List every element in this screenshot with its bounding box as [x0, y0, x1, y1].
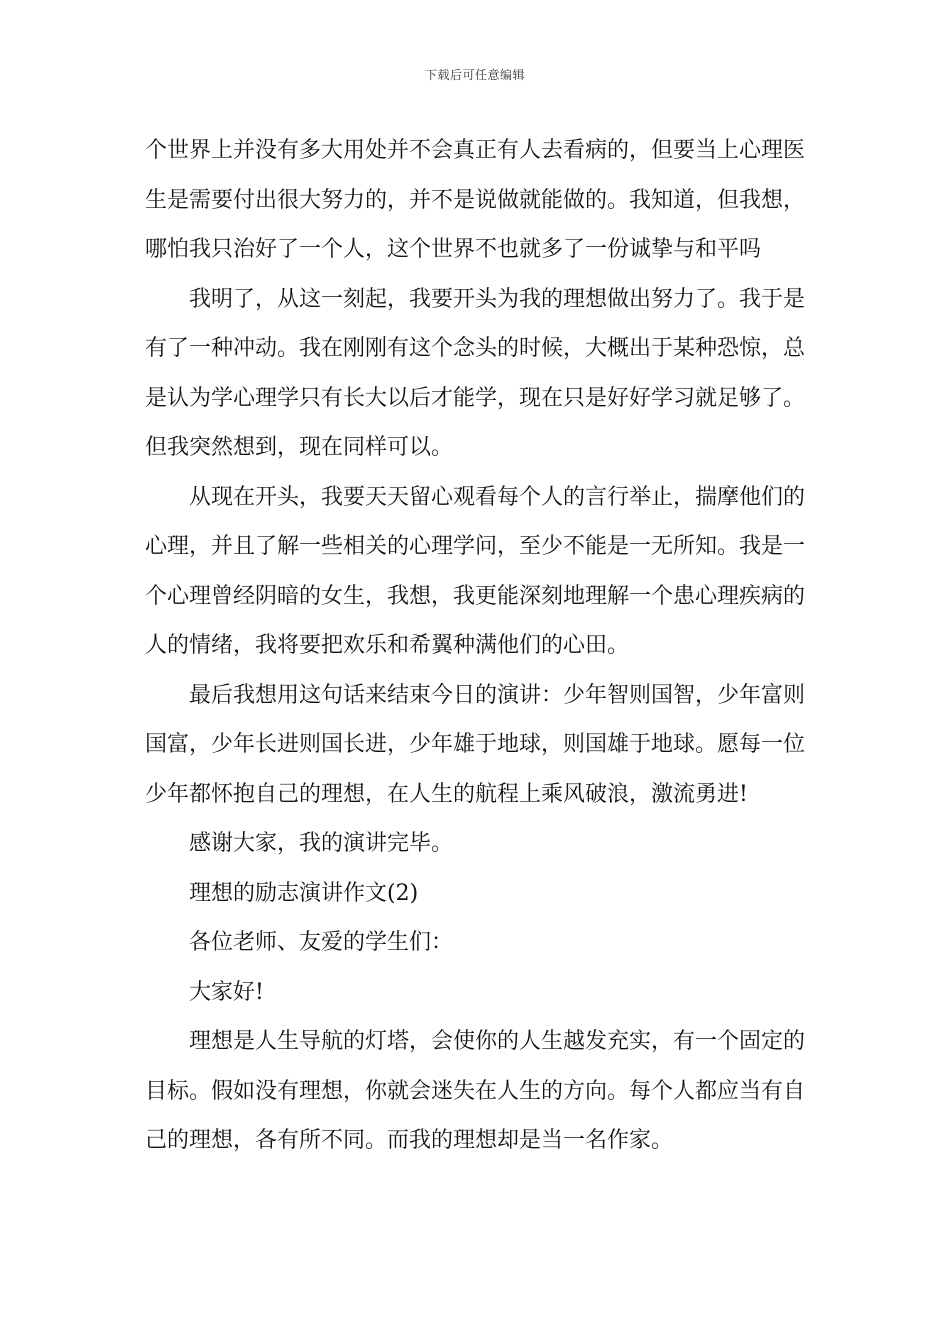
paragraph-2: 我明了，从这一刻起，我要开头为我的理想做出努力了。我于是有了一种冲动。我在刚刚有这个念头的时候，大概出于某种恐惊，总是认为学心理学只有长大以后才能学，现在只是好好学习就足够了。但我突然想到，现在同样可以。	[145, 286, 806, 460]
paragraph-3: 从现在开头，我要天天留心观看每个人的言行举止，揣摩他们的心理，并且了解一些相关的心理学问，至少不能是一无所知。我是一个心理曾经阴暗的女生，我想，我更能深刻地理解一个患心理疾病的人的情绪，我将要把欢乐和希翼种满他们的心田。	[145, 484, 806, 658]
document-body	[145, 126, 805, 1166]
page-header: 下载后可任意编辑	[424, 68, 525, 82]
salutation: 各位老师、友爱的学生们：	[189, 930, 454, 955]
paragraph-5: 感谢大家，我的演讲完毕。	[189, 831, 454, 856]
paragraph-9: 理想是人生导航的灯塔，会使你的人生越发充实，有一个固定的目标。假如没有理想，你就会迷失在人生的方向。每个人都应当有自己的理想，各有所不同。而我的理想却是当一名作家。	[145, 1029, 806, 1153]
section-title: 理想的励志演讲作文(2)	[189, 880, 419, 906]
paragraph-4: 最后我想用这句话来结束今日的演讲：少年智则国智，少年富则国富，少年长进则国长进，少年雄于地球，则国雄于地球。愿每一位少年都怀抱自己的理想，在人生的航程上乘风破浪，激流勇进!	[145, 682, 806, 807]
paragraph-1: 个世界上并没有多大用处并不会真正有人去看病的，但要当上心理医生是需要付出很大努力的，并不是说做就能做的。我知道，但我想，哪怕我只治好了一个人，这个世界不也就多了一份诚挚与和平吗	[145, 138, 806, 262]
greeting: 大家好!	[189, 979, 264, 1005]
